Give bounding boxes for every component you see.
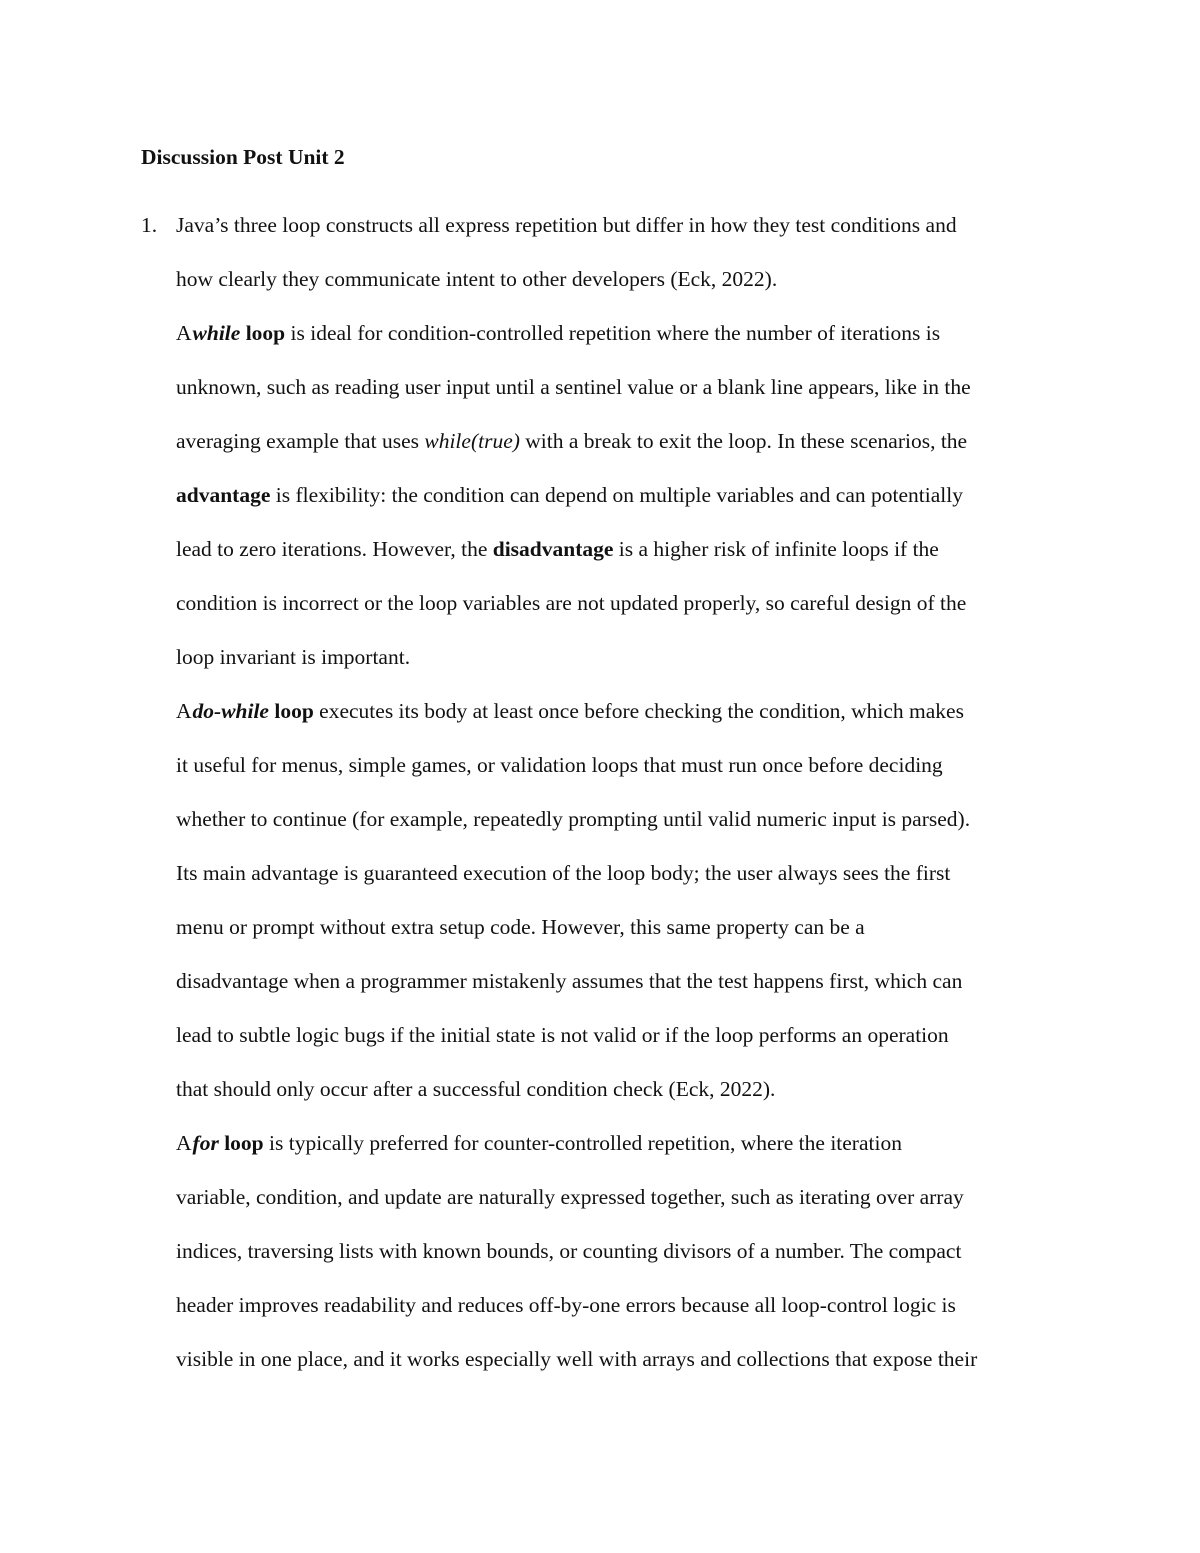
while-loop-paragraph [176, 317, 1056, 695]
inline-code: while(true) [424, 429, 520, 453]
bold-term: disadvantage [492, 537, 614, 561]
text-line: Java’s three loop constructs all express repetition but differ in how they test conditions and [176, 213, 957, 237]
text-run: with a break to exit the loop. In these scenarios, the [519, 429, 968, 453]
text-line: whether to continue (for example, repeatedly prompting until valid numeric input is parsed). [176, 807, 971, 831]
text-line: lead to subtle logic bugs if the initial state is not valid or if the loop performs an operation [176, 1023, 949, 1047]
text-run: is ideal for condition-controlled repetition where the number of iterations is [285, 321, 941, 345]
text-line: visible in one place, and it works especially well with arrays and collections that expose their [176, 1347, 978, 1371]
text-line [176, 479, 1056, 533]
text-line: header improves readability and reduces off-by-one errors because all loop-control logic is [176, 1293, 956, 1317]
text-run: is typically preferred for counter-controlled repetition, where the iteration [263, 1131, 902, 1155]
keyword-heading [193, 1131, 264, 1155]
keyword-heading [193, 321, 286, 345]
keyword-heading [193, 699, 314, 723]
text-run: executes its body at least once before checking the condition, which makes [313, 699, 964, 723]
text-line: Its main advantage is guaranteed execution of the loop body; the user always sees the first [176, 861, 951, 885]
text-line [176, 317, 1056, 371]
paragraph-lead: A [176, 1131, 192, 1155]
text-line: unknown, such as reading user input until a sentinel value or a blank line appears, like in the [176, 375, 971, 399]
list-item-body [176, 209, 1056, 1397]
text-line [176, 1127, 1056, 1181]
keyword: do-while [192, 699, 269, 723]
list-number: 1. [141, 213, 158, 237]
for-loop-paragraph [176, 1127, 1056, 1397]
text-line: indices, traversing lists with known bounds, or counting divisors of a number. The compact [176, 1239, 962, 1263]
keyword-suffix: loop [218, 1131, 264, 1155]
paragraph-lead: A [176, 321, 192, 345]
intro-paragraph [176, 209, 1056, 317]
do-while-loop-paragraph [176, 695, 1056, 1127]
text-line: how clearly they communicate intent to other developers (Eck, 2022). [176, 267, 778, 291]
text-line [176, 533, 1056, 587]
text-run: lead to zero iterations. However, the [176, 537, 493, 561]
text-run: is flexibility: the condition can depend on multiple variables and can potentially [270, 483, 963, 507]
bold-term: advantage [176, 483, 271, 507]
keyword-suffix: loop [268, 699, 314, 723]
text-run: averaging example that uses [176, 429, 425, 453]
text-run: is a higher risk of infinite loops if the [613, 537, 939, 561]
keyword: while [192, 321, 241, 345]
text-line: loop invariant is important. [176, 645, 411, 669]
text-line: condition is incorrect or the loop variables are not updated properly, so careful design of the [176, 591, 967, 615]
text-line: disadvantage when a programmer mistakenly assumes that the test happens first, which can [176, 969, 963, 993]
text-line: menu or prompt without extra setup code. However, this same property can be a [176, 915, 865, 939]
keyword: for [192, 1131, 219, 1155]
text-line: that should only occur after a successful condition check (Eck, 2022). [176, 1077, 776, 1101]
document-title: Discussion Post Unit 2 [141, 145, 345, 169]
text-line [176, 425, 1056, 479]
keyword-suffix: loop [240, 321, 286, 345]
text-line [176, 695, 1056, 749]
text-line: it useful for menus, simple games, or validation loops that must run once before deciding [176, 753, 943, 777]
text-line: variable, condition, and update are naturally expressed together, such as iterating over array [176, 1185, 964, 1209]
paragraph-lead: A [176, 699, 192, 723]
